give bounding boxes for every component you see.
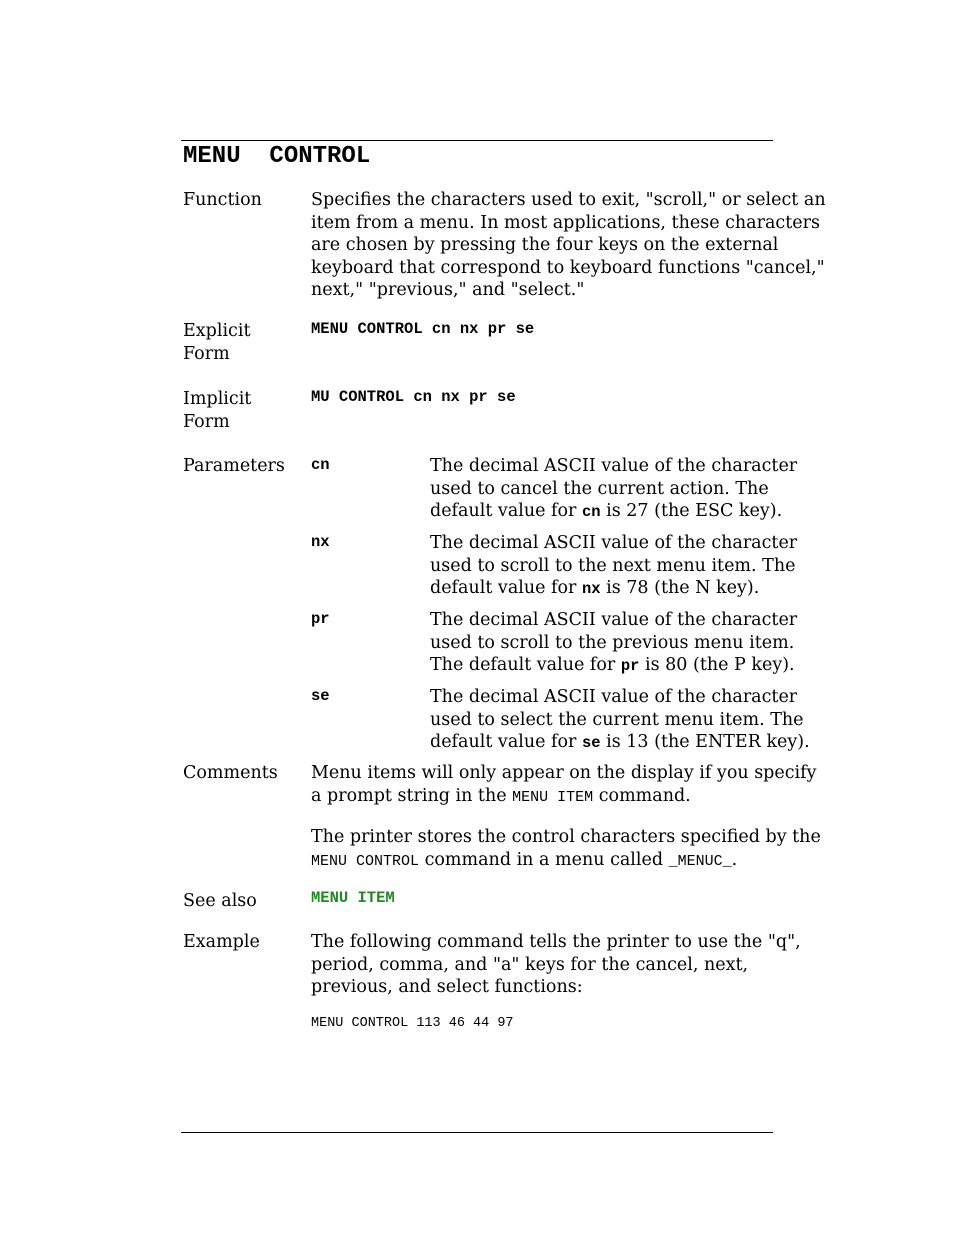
- function-line: item from a menu. In most applications, these characters: [311, 212, 820, 233]
- param-default-code: se: [581, 734, 601, 752]
- param-default-pre: The default value for: [430, 655, 621, 675]
- example-description: [311, 931, 801, 999]
- example-line: period, comma, and "a" keys for the cancel, next,: [311, 954, 749, 975]
- comments-paragraph-2: [311, 826, 821, 873]
- comments-text: a prompt string in the: [311, 785, 513, 806]
- function-line: Specifies the characters used to exit, "scroll," or select an: [311, 190, 826, 210]
- page-title: MENU CONTROL: [183, 143, 371, 170]
- label-parameters: Parameters: [183, 456, 285, 476]
- implicit-form-code: MU CONTROL cn nx pr se: [311, 388, 516, 406]
- comments-code: MENU CONTROL: [311, 852, 420, 870]
- comments-paragraph-1: [311, 762, 817, 809]
- comments-code: MENU ITEM: [512, 788, 594, 806]
- param-desc-line: The decimal ASCII value of the character: [430, 687, 798, 707]
- param-default-code: cn: [581, 503, 601, 521]
- function-line: next," "previous," and "select.": [311, 280, 585, 300]
- comments-text: command.: [593, 785, 691, 806]
- param-desc-line: used to scroll to the previous menu item.: [430, 632, 795, 653]
- bottom-rule: [181, 1132, 773, 1133]
- example-code: MENU CONTROL 113 46 44 97: [311, 1016, 514, 1031]
- param-default-pre: default value for: [430, 501, 582, 521]
- param-desc-nx: [430, 532, 797, 601]
- param-default-line: [430, 654, 797, 678]
- label-implicit-line: Implicit: [183, 389, 252, 409]
- param-default-post: is 27 (the ESC key).: [600, 501, 783, 521]
- param-desc-line: used to cancel the current action. The: [430, 478, 769, 499]
- param-default-line: [430, 731, 810, 755]
- param-desc-pr: [430, 609, 797, 678]
- param-desc-line: used to select the current menu item. The: [430, 709, 804, 730]
- param-desc-line: The decimal ASCII value of the character: [430, 533, 798, 553]
- param-name-cn: cn: [311, 456, 330, 474]
- explicit-form-code: MENU CONTROL cn nx pr se: [311, 320, 535, 338]
- label-explicit-form: [183, 320, 250, 365]
- label-explicit-line: Explicit: [183, 321, 251, 341]
- param-default-code: nx: [581, 580, 601, 598]
- function-line: are chosen by pressing the four keys on the external: [311, 235, 779, 255]
- label-function: Function: [183, 190, 262, 210]
- param-desc-line: The decimal ASCII value of the character: [430, 610, 798, 630]
- comments-text: .: [731, 849, 738, 870]
- param-default-code: pr: [620, 657, 640, 675]
- param-desc-se: [430, 686, 810, 755]
- comments-line: The printer stores the control characters specified by the: [311, 827, 821, 847]
- param-name-se: se: [311, 687, 330, 705]
- param-name-nx: nx: [311, 533, 330, 551]
- param-name-pr: pr: [311, 610, 330, 628]
- param-default-pre: default value for: [430, 578, 582, 598]
- example-line: The following command tells the printer to use the "q",: [311, 932, 801, 952]
- param-default-line: [430, 500, 797, 524]
- label-see-also: See also: [183, 891, 257, 911]
- comments-line: Menu items will only appear on the display if you specify: [311, 763, 817, 783]
- label-implicit-form: [183, 388, 251, 433]
- label-implicit-line: Form: [183, 411, 230, 432]
- param-default-post: is 78 (the N key).: [600, 578, 760, 598]
- function-description: [311, 189, 826, 302]
- label-comments: Comments: [183, 763, 278, 783]
- function-line: keyboard that correspond to keyboard functions "cancel,": [311, 257, 825, 278]
- comments-code: _MENUC_: [668, 852, 732, 870]
- param-default-post: is 80 (the P key).: [639, 655, 795, 675]
- param-desc-cn: [430, 455, 797, 524]
- label-explicit-line: Form: [183, 343, 230, 364]
- label-example: Example: [183, 932, 260, 952]
- param-default-pre: default value for: [430, 732, 582, 752]
- param-desc-line: The decimal ASCII value of the character: [430, 456, 798, 476]
- comments-line: [311, 785, 817, 810]
- param-desc-line: used to scroll to the next menu item. The: [430, 555, 796, 576]
- comments-text: command in a menu called: [419, 849, 669, 870]
- example-line: previous, and select functions:: [311, 977, 583, 997]
- param-default-line: [430, 577, 797, 601]
- see-also-link-menu-item[interactable]: MENU ITEM: [311, 889, 395, 907]
- top-rule: [181, 140, 773, 141]
- comments-line: [311, 849, 821, 874]
- param-default-post: is 13 (the ENTER key).: [600, 732, 810, 752]
